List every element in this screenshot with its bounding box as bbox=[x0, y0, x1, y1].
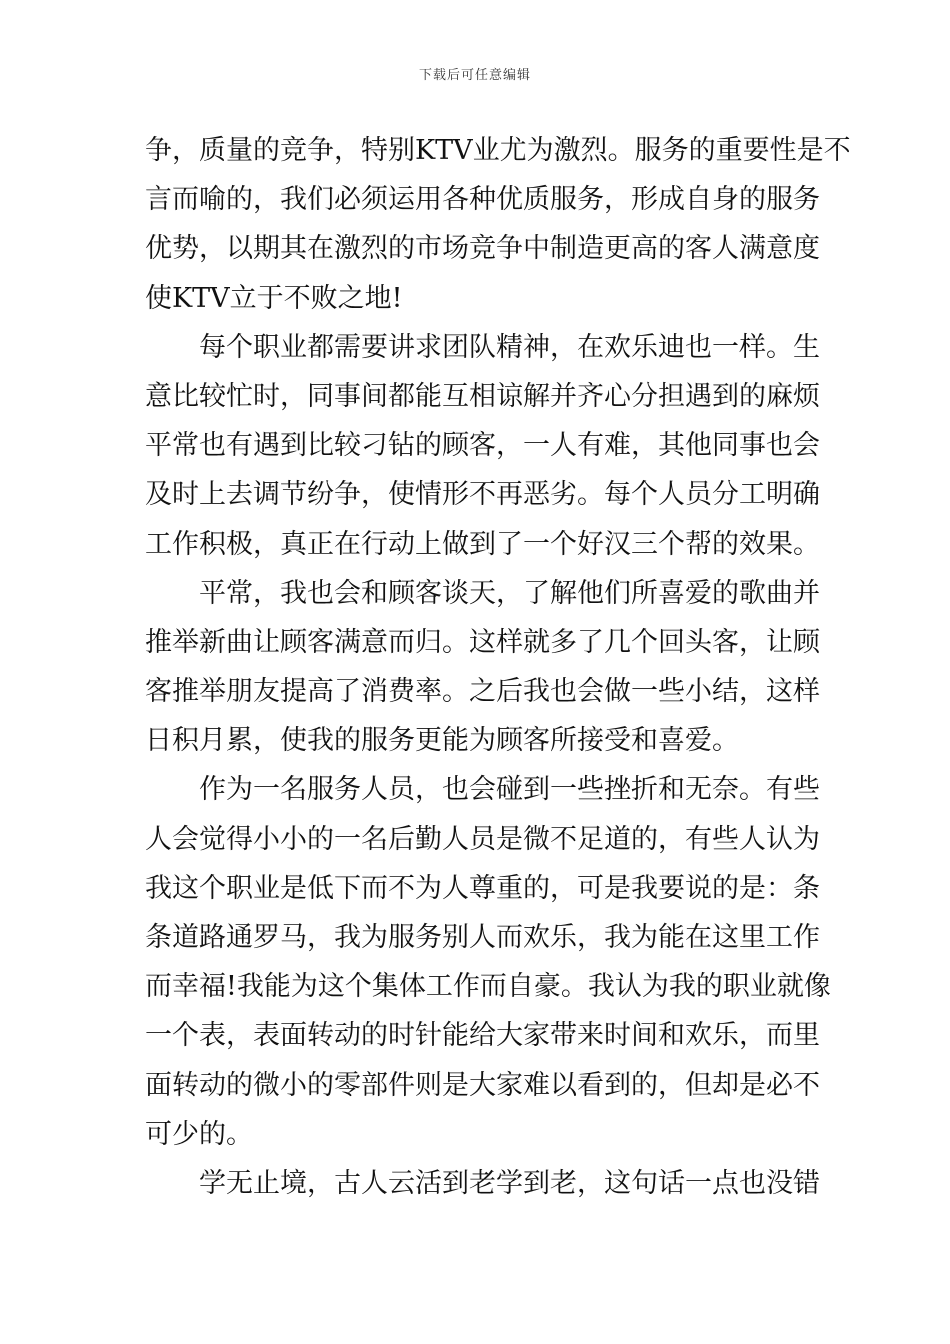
text-line: 而幸福!我能为这个集体工作而自豪。我认为我的职业就像 bbox=[145, 971, 831, 1003]
text-line: 争，质量的竞争，特别KTV业尤为激烈。服务的重要性是不 bbox=[145, 135, 851, 166]
text-line: 一个表，表面转动的时针能给大家带来时间和欢乐，而里 bbox=[145, 1020, 820, 1052]
text-line: 面转动的微小的零部件则是大家难以看到的，但却是必不 bbox=[145, 1069, 820, 1101]
text-line: 日积月累，使我的服务更能为顾客所接受和喜爱。 bbox=[145, 725, 739, 757]
text-line: 可少的。 bbox=[145, 1118, 253, 1150]
text-line: 平常也有遇到比较刁钻的顾客，一人有难，其他同事也会 bbox=[145, 430, 820, 462]
text-line: 客推举朋友提高了消费率。之后我也会做一些小结，这样 bbox=[145, 676, 820, 708]
text-line: 使KTV立于不败之地! bbox=[145, 282, 403, 314]
text-line: 工作积极，真正在行动上做到了一个好汉三个帮的效果。 bbox=[145, 528, 820, 560]
text-line: 言而喻的，我们必须运用各种优质服务，形成自身的服务 bbox=[145, 184, 820, 216]
text-line: 学无止境，古人云活到老学到老，这句话一点也没错 bbox=[199, 1167, 820, 1199]
page-header: 下载后可任意编辑 bbox=[418, 68, 531, 83]
text-line: 意比较忙时，同事间都能互相谅解并齐心分担遇到的麻烦 bbox=[145, 380, 820, 412]
text-line: 每个职业都需要讲求团队精神，在欢乐迪也一样。生 bbox=[199, 331, 820, 363]
text-line: 推举新曲让顾客满意而归。这样就多了几个回头客，让顾 bbox=[145, 626, 820, 658]
text-line: 及时上去调节纷争，使情形不再恶劣。每个人员分工明确 bbox=[145, 479, 820, 511]
text-line: 作为一名服务人员，也会碰到一些挫折和无奈。有些 bbox=[199, 774, 820, 806]
text-line: 平常，我也会和顾客谈天，了解他们所喜爱的歌曲并 bbox=[199, 577, 820, 609]
document-body bbox=[145, 126, 851, 1208]
text-line: 人会觉得小小的一名后勤人员是微不足道的，有些人认为 bbox=[145, 823, 820, 855]
text-line: 条道路通罗马，我为服务别人而欢乐，我为能在这里工作 bbox=[145, 922, 820, 953]
text-line: 优势，以期其在激烈的市场竞争中制造更高的客人满意度 bbox=[145, 233, 820, 265]
text-line: 我这个职业是低下而不为人尊重的，可是我要说的是：条 bbox=[145, 872, 820, 904]
